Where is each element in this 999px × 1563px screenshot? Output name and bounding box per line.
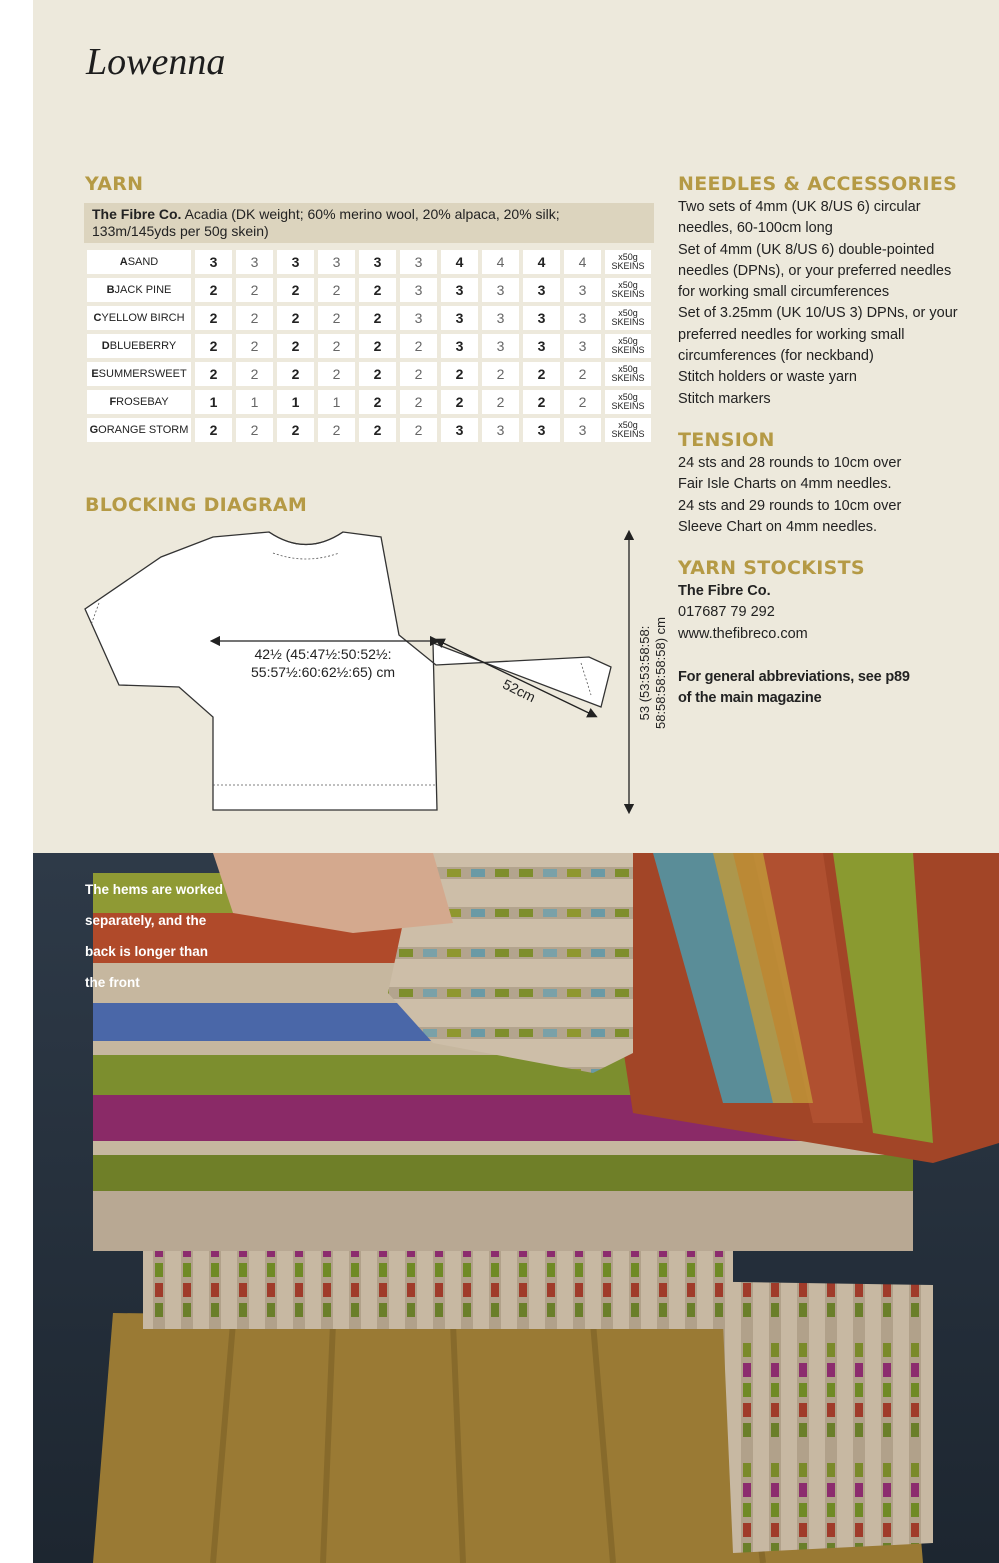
blocking-diagram bbox=[81, 525, 668, 825]
yarn-quantity-cell: 3 bbox=[441, 334, 478, 358]
stockists-heading: YARN STOCKISTS bbox=[678, 557, 865, 579]
needles-line: Stitch markers bbox=[678, 390, 771, 407]
yarn-quantity-cell: 3 bbox=[523, 278, 560, 302]
yarn-shade-label: ORANGE STORM bbox=[98, 424, 189, 436]
yarn-quantity-cell: 3 bbox=[523, 418, 560, 442]
yarn-shade-name bbox=[87, 390, 191, 414]
yarn-quantity-cell: 2 bbox=[195, 362, 232, 386]
abbreviations-line-1: For general abbreviations, see p89 bbox=[678, 669, 910, 685]
yarn-quantity-cell: 3 bbox=[564, 334, 601, 358]
yarn-brand: The Fibre Co. bbox=[92, 206, 182, 222]
yarn-shade-name bbox=[87, 418, 191, 442]
needles-heading: NEEDLES & ACCESSORIES bbox=[678, 173, 958, 195]
stockist-phone: 017687 79 292 bbox=[678, 604, 775, 621]
yarn-quantity-cell: 3 bbox=[441, 306, 478, 330]
yarn-quantity-cell: 3 bbox=[277, 250, 314, 274]
yarn-quantity-cell: 2 bbox=[318, 334, 355, 358]
yarn-quantity-cell: 2 bbox=[318, 418, 355, 442]
yarn-description bbox=[84, 203, 654, 243]
yarn-quantity-cell: 3 bbox=[441, 278, 478, 302]
yarn-quantity-cell: 2 bbox=[277, 418, 314, 442]
yarn-quantity-cell: 3 bbox=[482, 306, 519, 330]
yarn-quantity-cell: 2 bbox=[400, 334, 437, 358]
needles-line: Two sets of 4mm (UK 8/US 6) circular bbox=[678, 199, 921, 215]
skeins-unit-line-2: SKEINS bbox=[611, 373, 645, 383]
yarn-quantity-cell: 2 bbox=[359, 362, 396, 386]
needles-line: Set of 4mm (UK 8/US 6) double-pointed bbox=[678, 241, 935, 258]
skeins-unit-line-1: x50g bbox=[618, 280, 638, 290]
skeins-unit-line-2: SKEINS bbox=[611, 261, 645, 271]
yarn-quantity-cell: 2 bbox=[236, 362, 273, 386]
yarn-quantity-cell: 2 bbox=[318, 278, 355, 302]
tension-list bbox=[678, 453, 978, 538]
yarn-quantity-cell: 1 bbox=[318, 390, 355, 414]
yarn-quantity-cell: 1 bbox=[236, 390, 273, 414]
yarn-shade-label: SAND bbox=[127, 256, 159, 268]
needles-line: preferred needles for working small bbox=[678, 326, 905, 343]
skeins-unit-cell bbox=[605, 334, 651, 358]
yarn-quantity-cell: 2 bbox=[236, 306, 273, 330]
yarn-quantity-cell: 3 bbox=[523, 306, 560, 330]
yarn-quantity-cell: 2 bbox=[195, 418, 232, 442]
yarn-quantity-cell: 3 bbox=[359, 250, 396, 274]
yarn-quantity-cell: 2 bbox=[564, 390, 601, 414]
yarn-quantity-cell: 1 bbox=[195, 390, 232, 414]
needles-line: circumferences (for neckband) bbox=[678, 348, 874, 365]
skeins-unit-line-2: SKEINS bbox=[611, 401, 645, 411]
yarn-row bbox=[87, 250, 651, 274]
yarn-quantity-cell: 2 bbox=[359, 390, 396, 414]
skeins-unit-line-2: SKEINS bbox=[611, 429, 645, 439]
yarn-quantity-cell: 2 bbox=[564, 362, 601, 386]
yarn-row bbox=[87, 390, 651, 414]
yarn-quantity-cell: 2 bbox=[441, 362, 478, 386]
blocking-diagram-heading: BLOCKING DIAGRAM bbox=[85, 494, 308, 516]
yarn-quantity-cell: 2 bbox=[236, 418, 273, 442]
caption-line: the front bbox=[85, 974, 140, 990]
yarn-quantity-cell: 2 bbox=[359, 418, 396, 442]
chest-width-label: 42½ (45:47½:50:52½: bbox=[254, 646, 392, 662]
yarn-shade-letter: B bbox=[106, 284, 115, 296]
skeins-unit-cell bbox=[605, 362, 651, 386]
yarn-shade-letter: G bbox=[89, 424, 99, 436]
yarn-quantity-cell: 2 bbox=[277, 362, 314, 386]
photo-caption bbox=[85, 867, 235, 1005]
yarn-quantity-cell: 2 bbox=[318, 306, 355, 330]
yarn-quantity-cell: 3 bbox=[441, 418, 478, 442]
abbreviations-note bbox=[678, 667, 978, 710]
stockists-block bbox=[678, 581, 978, 645]
yarn-quantity-cell: 2 bbox=[195, 278, 232, 302]
yarn-row bbox=[87, 334, 651, 358]
yarn-quantity-cell: 2 bbox=[523, 362, 560, 386]
yarn-shade-name bbox=[87, 334, 191, 358]
sleeve-length-label: 52cm bbox=[500, 675, 539, 706]
yarn-shade-letter: D bbox=[101, 340, 110, 352]
tension-line: 24 sts and 28 rounds to 10cm over bbox=[678, 455, 902, 471]
yarn-quantity-cell: 2 bbox=[400, 362, 437, 386]
body-length-label-2: 58:58:58:58:58) cm bbox=[653, 616, 668, 730]
tension-line: Fair Isle Charts on 4mm needles. bbox=[678, 476, 892, 493]
yarn-quantity-cell: 4 bbox=[482, 250, 519, 274]
yarn-quantity-cell: 3 bbox=[195, 250, 232, 274]
yarn-shade-label: BLUEBERRY bbox=[109, 340, 177, 352]
yarn-quantity-cell: 2 bbox=[400, 418, 437, 442]
tension-line: 24 sts and 29 rounds to 10cm over bbox=[678, 497, 902, 514]
yarn-quantity-cell: 4 bbox=[441, 250, 478, 274]
yarn-quantity-cell: 2 bbox=[523, 390, 560, 414]
yarn-quantity-cell: 2 bbox=[359, 278, 396, 302]
body-length-label: 53 (53:53:58:58: bbox=[637, 625, 652, 721]
tension-line: Sleeve Chart on 4mm needles. bbox=[678, 518, 878, 535]
yarn-quantity-cell: 2 bbox=[277, 306, 314, 330]
needles-line: needles (DPNs), or your preferred needles bbox=[678, 262, 952, 279]
yarn-shade-label: JACK PINE bbox=[114, 284, 172, 296]
pattern-title: Lowenna bbox=[86, 41, 226, 83]
yarn-quantity-cell: 3 bbox=[236, 250, 273, 274]
yarn-row bbox=[87, 278, 651, 302]
yarn-heading: YARN bbox=[85, 173, 144, 195]
stockist-website[interactable]: www.thefibreco.com bbox=[678, 625, 808, 642]
yarn-quantity-cell: 3 bbox=[564, 278, 601, 302]
skeins-unit-cell bbox=[605, 278, 651, 302]
skeins-unit-line-1: x50g bbox=[618, 336, 638, 346]
yarn-quantity-cell: 3 bbox=[318, 250, 355, 274]
yarn-quantity-cell: 2 bbox=[277, 278, 314, 302]
skeins-unit-cell bbox=[605, 418, 651, 442]
caption-line: back is longer than bbox=[85, 943, 209, 959]
skeins-unit-cell bbox=[605, 306, 651, 330]
pattern-page bbox=[33, 0, 999, 1563]
yarn-quantity-cell: 3 bbox=[400, 250, 437, 274]
yarn-quantity-cell: 2 bbox=[277, 334, 314, 358]
yarn-shade-label: ROSEBAY bbox=[116, 396, 169, 408]
yarn-quantity-cell: 2 bbox=[359, 334, 396, 358]
yarn-shade-name bbox=[87, 250, 191, 274]
yarn-quantity-cell: 2 bbox=[195, 306, 232, 330]
yarn-quantity-cell: 2 bbox=[441, 390, 478, 414]
needles-line: Set of 3.25mm (UK 10/US 3) DPNs, or your bbox=[678, 305, 958, 322]
yarn-row bbox=[87, 306, 651, 330]
yarn-shade-label: YELLOW BIRCH bbox=[101, 312, 185, 324]
yarn-quantity-cell: 3 bbox=[523, 334, 560, 358]
yarn-quantity-cell: 3 bbox=[564, 306, 601, 330]
yarn-shade-name bbox=[87, 278, 191, 302]
yarn-quantity-cell: 2 bbox=[195, 334, 232, 358]
abbreviations-line-2: of the main magazine bbox=[678, 690, 822, 707]
skeins-unit-line-1: x50g bbox=[618, 308, 638, 318]
yarn-shade-letter: F bbox=[109, 396, 117, 408]
needles-line: needles, 60-100cm long bbox=[678, 220, 833, 237]
yarn-quantity-cell: 3 bbox=[564, 418, 601, 442]
skeins-unit-line-1: x50g bbox=[618, 364, 638, 374]
yarn-shade-name bbox=[87, 306, 191, 330]
needles-line: for working small circumferences bbox=[678, 284, 890, 301]
skeins-unit-line-1: x50g bbox=[618, 392, 638, 402]
yarn-quantity-cell: 2 bbox=[236, 334, 273, 358]
yarn-spec: Acadia (DK weight; 60% merino wool, 20% alpaca, 20% silk; 133m/145yds per 50g skein) bbox=[92, 206, 560, 239]
yarn-quantity-cell: 2 bbox=[400, 390, 437, 414]
yarn-row bbox=[87, 418, 651, 442]
yarn-quantity-cell: 2 bbox=[236, 278, 273, 302]
chest-width-label-2: 55:57½:60:62½:65) cm bbox=[251, 664, 395, 680]
yarn-quantity-cell: 3 bbox=[400, 278, 437, 302]
yarn-quantity-cell: 2 bbox=[359, 306, 396, 330]
caption-line: separately, and the bbox=[85, 912, 207, 928]
yarn-quantity-cell: 2 bbox=[482, 362, 519, 386]
yarn-shade-letter: C bbox=[93, 312, 102, 324]
yarn-row bbox=[87, 362, 651, 386]
yarn-shade-name bbox=[87, 362, 191, 386]
skeins-unit-line-1: x50g bbox=[618, 420, 638, 430]
skeins-unit-cell bbox=[605, 390, 651, 414]
yarn-quantity-cell: 4 bbox=[523, 250, 560, 274]
yarn-quantity-cell: 3 bbox=[482, 418, 519, 442]
needles-line: Stitch holders or waste yarn bbox=[678, 369, 857, 386]
skeins-unit-line-2: SKEINS bbox=[611, 345, 645, 355]
yarn-quantity-cell: 2 bbox=[482, 390, 519, 414]
yarn-quantity-cell: 2 bbox=[318, 362, 355, 386]
needles-list bbox=[678, 197, 978, 410]
skeins-unit-line-1: x50g bbox=[618, 252, 638, 262]
yarn-quantity-cell: 4 bbox=[564, 250, 601, 274]
yarn-quantity-cell: 3 bbox=[482, 334, 519, 358]
yarn-quantity-cell: 3 bbox=[400, 306, 437, 330]
stockist-name: The Fibre Co. bbox=[678, 583, 771, 599]
yarn-quantity-table bbox=[83, 246, 655, 446]
yarn-shade-letter: E bbox=[91, 368, 99, 380]
yarn-quantity-cell: 1 bbox=[277, 390, 314, 414]
skeins-unit-line-2: SKEINS bbox=[611, 317, 645, 327]
skeins-unit-line-2: SKEINS bbox=[611, 289, 645, 299]
yarn-shade-label: SUMMERSWEET bbox=[98, 368, 187, 380]
yarn-quantity-cell: 3 bbox=[482, 278, 519, 302]
tension-heading: TENSION bbox=[678, 429, 775, 451]
skeins-unit-cell bbox=[605, 250, 651, 274]
caption-line: The hems are worked bbox=[85, 881, 224, 897]
yarn-shade-letter: A bbox=[119, 256, 128, 268]
